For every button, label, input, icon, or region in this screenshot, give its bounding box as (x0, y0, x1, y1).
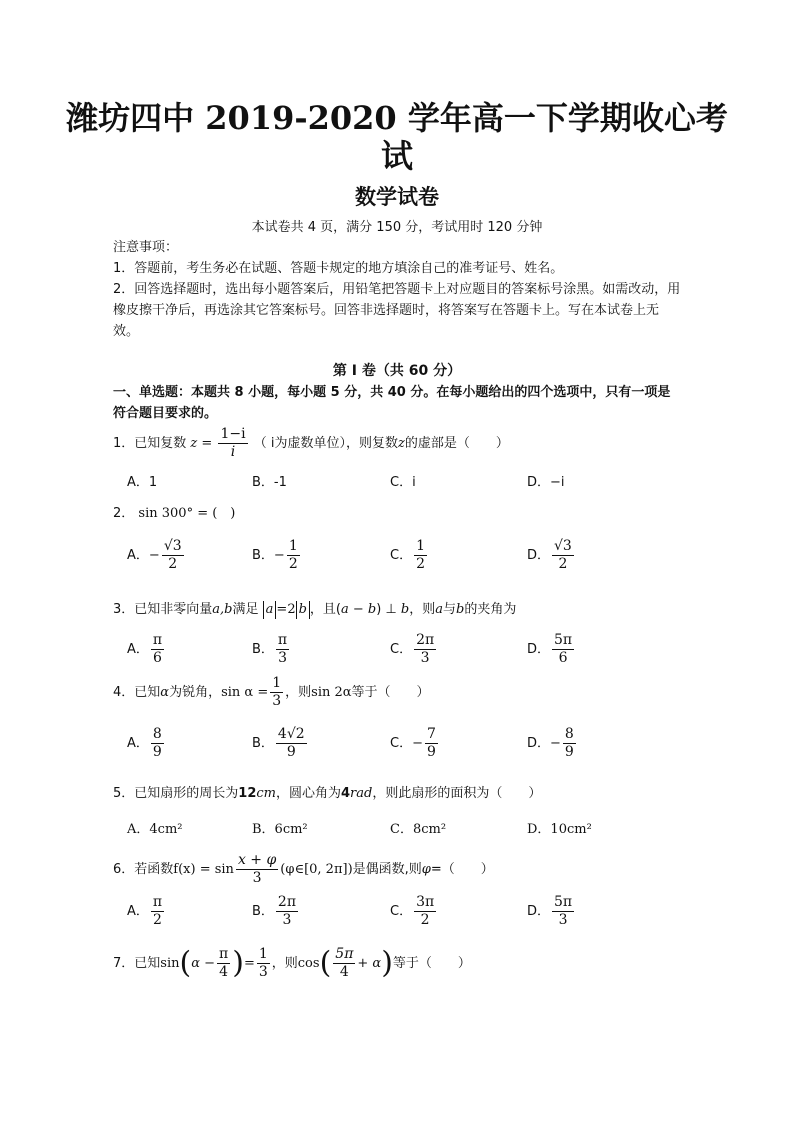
q3-cond3: ) ⊥ (376, 602, 401, 617)
q3-option-c (390, 632, 438, 667)
q7-sin: sin (160, 956, 180, 971)
question-5 (113, 782, 541, 801)
q3-eq: =2 (276, 602, 296, 617)
q3-b-den: 3 (278, 650, 287, 666)
q6-den: 3 (252, 870, 262, 886)
q4-b-den: 9 (286, 744, 296, 760)
q3-c-num: 2π (416, 632, 435, 648)
q5-option-b: B．6cm² (252, 822, 308, 837)
q4-a-num: 8 (152, 726, 162, 742)
q7-pden: 4 (219, 964, 229, 980)
q6-frac (236, 852, 278, 887)
q4-den: 3 (272, 693, 282, 709)
q7-frac (257, 946, 270, 981)
q7-suffix: 等于（ ） (392, 956, 471, 971)
q3-option-d (527, 632, 576, 667)
q4-d-frac (563, 726, 576, 761)
q3-a-frac (151, 632, 164, 667)
q3-suffix5: 的夹角为 (464, 602, 517, 617)
q6-c-frac (414, 894, 436, 929)
q7-mid: ，则 (271, 956, 298, 971)
q6-b-label: B． (252, 904, 274, 919)
q6-a-label: A． (127, 904, 149, 919)
q3-mid: 满足 (232, 602, 259, 617)
q7-cnum: 5π (335, 946, 354, 962)
q4-suffix2: 等于（ ） (351, 685, 430, 700)
q4-option-a (127, 726, 166, 761)
q2-d-den: 2 (558, 556, 568, 572)
q2-c-frac (414, 538, 427, 573)
q4-option-c (390, 726, 440, 761)
q4-option-d (527, 726, 578, 761)
q4-a-frac (151, 726, 164, 761)
q4-option-b (252, 726, 309, 761)
q5-option-a: A．4cm² (127, 822, 183, 837)
q7-alpha: α − (191, 956, 216, 971)
q7-right-paren-2: ) (381, 945, 393, 981)
q6-b-num: 2π (277, 894, 297, 910)
q4-prefix: 4．已知 (113, 685, 161, 700)
q7-cos: cos (297, 956, 320, 971)
q6-c-den: 2 (420, 912, 430, 928)
q2-prefix: 2． (113, 506, 135, 521)
q4-a-den: 9 (152, 744, 162, 760)
q3-d-den: 6 (558, 650, 568, 666)
q1-z2: z (397, 436, 405, 451)
q4-mid: 为锐角， (169, 685, 222, 700)
q1-frac-num: 1−i (220, 426, 246, 442)
q3-option-a (127, 632, 166, 667)
q4-b-label: B． (252, 736, 274, 751)
notes-item-1: 1．答题前，考生务必在试题、答题卡规定的地方填涂自己的准考证号、姓名。 (113, 261, 564, 276)
q1-fraction (218, 426, 247, 461)
q3-vectors: a,b (212, 602, 233, 617)
q6-a-num: π (152, 894, 163, 910)
question-3 (113, 598, 516, 619)
q7-left-paren-1: ( (179, 945, 192, 981)
q5-text2: ，圆心角为 (275, 786, 341, 801)
q1-suffix2: 的虚部是（ ） (404, 436, 509, 451)
q3-c-frac (414, 632, 436, 667)
q2-d-label: D． (527, 548, 551, 563)
section-title: 第 I 卷（共 60 分） (332, 363, 462, 379)
q3-b-num: π (277, 632, 288, 648)
q6-d-frac (552, 894, 574, 929)
q7-den: 3 (258, 964, 268, 980)
exam-title-line2: 试 (380, 137, 413, 175)
q3-norm-b: b (296, 601, 310, 619)
q7-left-paren-2: ( (319, 945, 332, 981)
q6-b-den: 3 (282, 912, 292, 928)
question-4 (113, 675, 430, 710)
q6-b-frac (276, 894, 298, 929)
q6-prefix: 6．若函数 (113, 862, 174, 877)
q3-suffix4: b (456, 602, 465, 617)
q4-frac (270, 675, 283, 710)
q4-sin2: sin 2α (311, 685, 352, 700)
q3-b-frac (276, 632, 289, 667)
q3-b-label: B． (252, 642, 274, 657)
q1-prefix: 1．已知复数 (113, 436, 187, 451)
q7-plus: + α (357, 956, 382, 971)
q3-d-label: D． (527, 642, 551, 657)
q2-a-num: √3 (163, 538, 182, 554)
q4-c-den: 9 (426, 744, 436, 760)
q2-b-sign: − (273, 548, 285, 563)
q3-a-den: 6 (153, 650, 162, 666)
q3-option-b (252, 632, 291, 667)
q7-cden: 4 (339, 964, 349, 980)
q7-pnum: π (219, 946, 229, 962)
q6-c-num: 3π (416, 894, 435, 910)
q4-alpha: α (160, 685, 170, 700)
q6-d-num: 5π (554, 894, 573, 910)
q6-num: x + φ (237, 852, 277, 868)
q3-norm-a: a (263, 601, 277, 619)
q5-text3: ，则此扇形的面积为（ ） (372, 786, 542, 801)
q1-frac-den: i (230, 444, 236, 460)
question-7 (113, 946, 471, 981)
exam-subtitle: 数学试卷 (355, 185, 439, 209)
q5-val2: 4 (341, 786, 351, 801)
q6-suffix2: =（ ） (430, 862, 494, 877)
q5-option-c: C．8cm² (390, 822, 447, 837)
q6-a-den: 2 (153, 912, 162, 928)
q2-option-c (390, 538, 429, 573)
q4-b-num: 4√2 (277, 726, 305, 742)
q3-cond4: b (400, 602, 410, 617)
q1-option-d: D．−i (527, 475, 565, 490)
q4-a-label: A． (127, 736, 149, 751)
q1-option-c: C．i (390, 475, 416, 490)
q5-unit1: cm (256, 786, 276, 801)
q2-b-label: B． (252, 548, 274, 563)
notes-item-2: 2．回答选择题时，选出每小题答案后，用铅笔把答题卡上对应题目的答案标号涂黑。如需改动，用橡皮擦干净后，再选涂其它答案标号。回答非选择题时，将答案写在答题卡上。写在本试卷上无效。 (113, 282, 681, 339)
q6-option-b (252, 894, 300, 929)
q3-c-label: C． (390, 642, 413, 657)
q6-cond: (φ∈[0, 2π]) (280, 862, 353, 877)
q3-suffix2: a (435, 602, 444, 617)
q3-a-label: A． (127, 642, 149, 657)
q3-d-frac (552, 632, 574, 667)
q7-prefix: 7．已知 (113, 956, 161, 971)
q4-d-den: 9 (564, 744, 574, 760)
q7-right-paren-1: ) (232, 945, 244, 981)
q2-b-num: 1 (288, 538, 298, 554)
q6-option-d (527, 894, 576, 929)
q1-suffix: （ i为虚数单位），则复数 (253, 436, 398, 451)
q2-c-den: 2 (416, 556, 425, 572)
q3-cond2: a − b (341, 602, 377, 617)
q2-d-num: √3 (554, 538, 572, 554)
q2-a-sign: − (148, 548, 160, 563)
q6-a-frac (151, 894, 164, 929)
q7-num: 1 (258, 946, 268, 962)
q2-d-frac (552, 538, 574, 573)
q2-a-label: A． (127, 548, 149, 563)
q3-cond: ，且( (309, 602, 341, 617)
q3-prefix: 3．已知非零向量 (113, 602, 213, 617)
q2-c-num: 1 (416, 538, 425, 554)
q4-c-num: 7 (426, 726, 436, 742)
q2-a-den: 2 (168, 556, 178, 572)
exam-title-line1: 潍坊四中 2019-2020 学年高一下学期收心考 (66, 99, 728, 137)
exam-intro: 本试卷共 4 页，满分 150 分，考试用时 120 分钟 (251, 220, 543, 235)
q6-d-den: 3 (558, 912, 568, 928)
q3-a-num: π (152, 632, 163, 648)
q1-z: z (190, 436, 198, 451)
q7-eq: = (243, 956, 255, 971)
q7-pi-frac (217, 946, 230, 981)
q1-option-a: A．1 (127, 475, 158, 490)
q4-num: 1 (272, 675, 282, 691)
q6-option-c (390, 894, 438, 929)
q4-c-label: C． (390, 736, 413, 751)
q4-suffix: ，则 (285, 685, 312, 700)
question-1 (113, 426, 509, 461)
q4-d-num: 8 (564, 726, 574, 742)
q5-text1: 5．已知扇形的周长为 (113, 786, 239, 801)
q4-b-frac (276, 726, 307, 761)
q3-c-den: 3 (420, 650, 430, 666)
q1-option-b: B．-1 (252, 475, 287, 490)
q6-suffix: 是偶函数,则 (352, 862, 422, 877)
q2-option-b (252, 538, 302, 573)
notes-heading: 注意事项： (113, 240, 179, 255)
question-2 (113, 502, 235, 521)
q2-c-label: C． (390, 548, 413, 563)
q1-eq: = (201, 436, 213, 451)
q3-suffix: ，则 (409, 602, 436, 617)
q6-d-label: D． (527, 904, 551, 919)
q4-c-sign: − (412, 736, 423, 751)
q4-d-label: D． (527, 736, 551, 751)
q5-option-d: D．10cm² (527, 822, 592, 837)
q4-sin: sin α = (221, 685, 269, 700)
q2-b-frac (287, 538, 300, 573)
q4-c-frac (425, 726, 438, 761)
q6-c-label: C． (390, 904, 413, 919)
q2-expr: sin 300° = ( ) (138, 506, 236, 521)
q3-d-num: 5π (554, 632, 573, 648)
q7-cos-frac (333, 946, 355, 981)
q6-option-a (127, 894, 166, 929)
q6-fx: f(x) = sin (173, 862, 234, 877)
q2-b-den: 2 (288, 556, 298, 572)
q5-unit2: rad (350, 786, 373, 801)
q2-option-a (127, 538, 186, 573)
q6-phi: φ (421, 862, 431, 877)
q4-d-sign: − (550, 736, 561, 751)
q2-option-d (527, 538, 576, 573)
q2-a-frac (162, 538, 184, 573)
q3-suffix3: 与 (443, 602, 457, 617)
q5-val1: 12 (238, 786, 257, 801)
question-6 (113, 852, 494, 887)
section-instruction: 一、单选题：本题共 8 小题，每小题 5 分，共 40 分。在每小题给出的四个选项中，只有一项是符合题目要求的。 (113, 385, 671, 421)
